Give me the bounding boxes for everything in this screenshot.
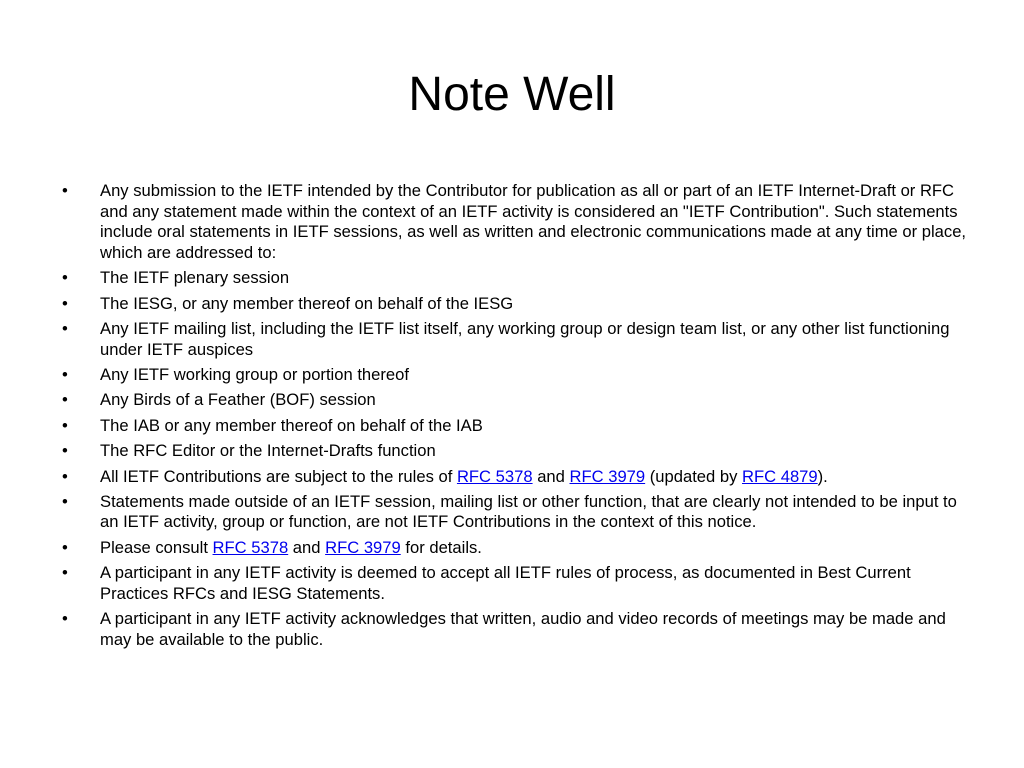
rfc-3979-link[interactable]: RFC 3979 [569, 466, 646, 486]
list-item-text-part: (updated by [645, 466, 743, 486]
bullet-icon: • [62, 318, 68, 338]
list-item [62, 609, 972, 650]
rfc-5378-link[interactable]: RFC 5378 [212, 537, 289, 557]
bullet-icon: • [62, 415, 68, 435]
list-item-text-part: Please consult [100, 537, 213, 557]
slide-title: Note Well [408, 68, 616, 121]
list-item-text-part: for details. [400, 537, 482, 557]
bullet-list [62, 181, 972, 655]
list-item-text-part: ). [817, 466, 828, 486]
rfc-4879-link[interactable]: RFC 4879 [742, 466, 818, 486]
list-item-text [100, 538, 482, 557]
bullet-icon: • [62, 268, 68, 288]
rfc-5378-link[interactable]: RFC 5378 [456, 466, 533, 486]
list-item-text: Any IETF working group or portion thereof [100, 364, 409, 384]
list-item-text: A participant in any IETF activity acknowledges that written, audio and video records of meetings may be made and may be available to the public. [100, 609, 946, 649]
bullet-icon: • [62, 563, 68, 583]
list-item-text: Any submission to the IETF intended by the Contributor for publication as all or part of an IETF Internet-Draft or RFC and any statement made within the context of an IETF activity is considered an "IETF Contribution". Such statements include oral statements in IETF sessions, as well as written and electronic communications made at any time or place, which are addressed to: [100, 181, 967, 262]
bullet-icon: • [62, 390, 68, 410]
list-item-text-part: and [532, 466, 570, 486]
list-item [62, 294, 972, 315]
bullet-icon: • [62, 491, 68, 511]
list-item [62, 538, 972, 559]
bullet-icon: • [62, 181, 68, 200]
list-item-text-part: All IETF Contributions are subject to the rules of [100, 466, 457, 486]
bullet-icon: • [62, 609, 68, 629]
list-item [62, 319, 972, 360]
list-item [62, 563, 972, 604]
list-item-text: The RFC Editor or the Internet-Drafts function [100, 441, 436, 461]
list-item [62, 268, 972, 289]
list-item-text: Any Birds of a Feather (BOF) session [100, 390, 376, 410]
list-item-text: Statements made outside of an IETF session, mailing list or other function, that are clearly not intended to be input to an IETF activity, group or function, are not IETF Contributions in the context of this notice. [100, 491, 957, 532]
bullet-icon: • [62, 537, 68, 557]
rfc-3979-link[interactable]: RFC 3979 [325, 537, 401, 557]
list-item-text: The IESG, or any member thereof on behalf of the IESG [100, 293, 514, 313]
list-item-text: The IETF plenary session [100, 268, 290, 288]
list-item [62, 365, 972, 386]
list-item [62, 390, 972, 411]
list-item-text-part: and [288, 537, 326, 557]
list-item-text: Any IETF mailing list, including the IETF list itself, any working group or design team list, or any other list functioning under IETF auspices [100, 318, 950, 359]
bullet-icon: • [62, 441, 68, 461]
list-item [62, 467, 972, 488]
bullet-icon: • [62, 466, 68, 486]
list-item [62, 441, 972, 462]
bullet-icon: • [62, 364, 68, 384]
list-item-text: A participant in any IETF activity is deemed to accept all IETF rules of process, as documented in Best Current Practices RFCs and IESG Statements. [100, 563, 911, 603]
list-item [62, 181, 972, 263]
list-item [62, 492, 972, 533]
list-item-text: The IAB or any member thereof on behalf of the IAB [100, 415, 483, 435]
list-item [62, 416, 972, 437]
list-item-text [100, 467, 828, 486]
bullet-icon: • [62, 293, 68, 313]
